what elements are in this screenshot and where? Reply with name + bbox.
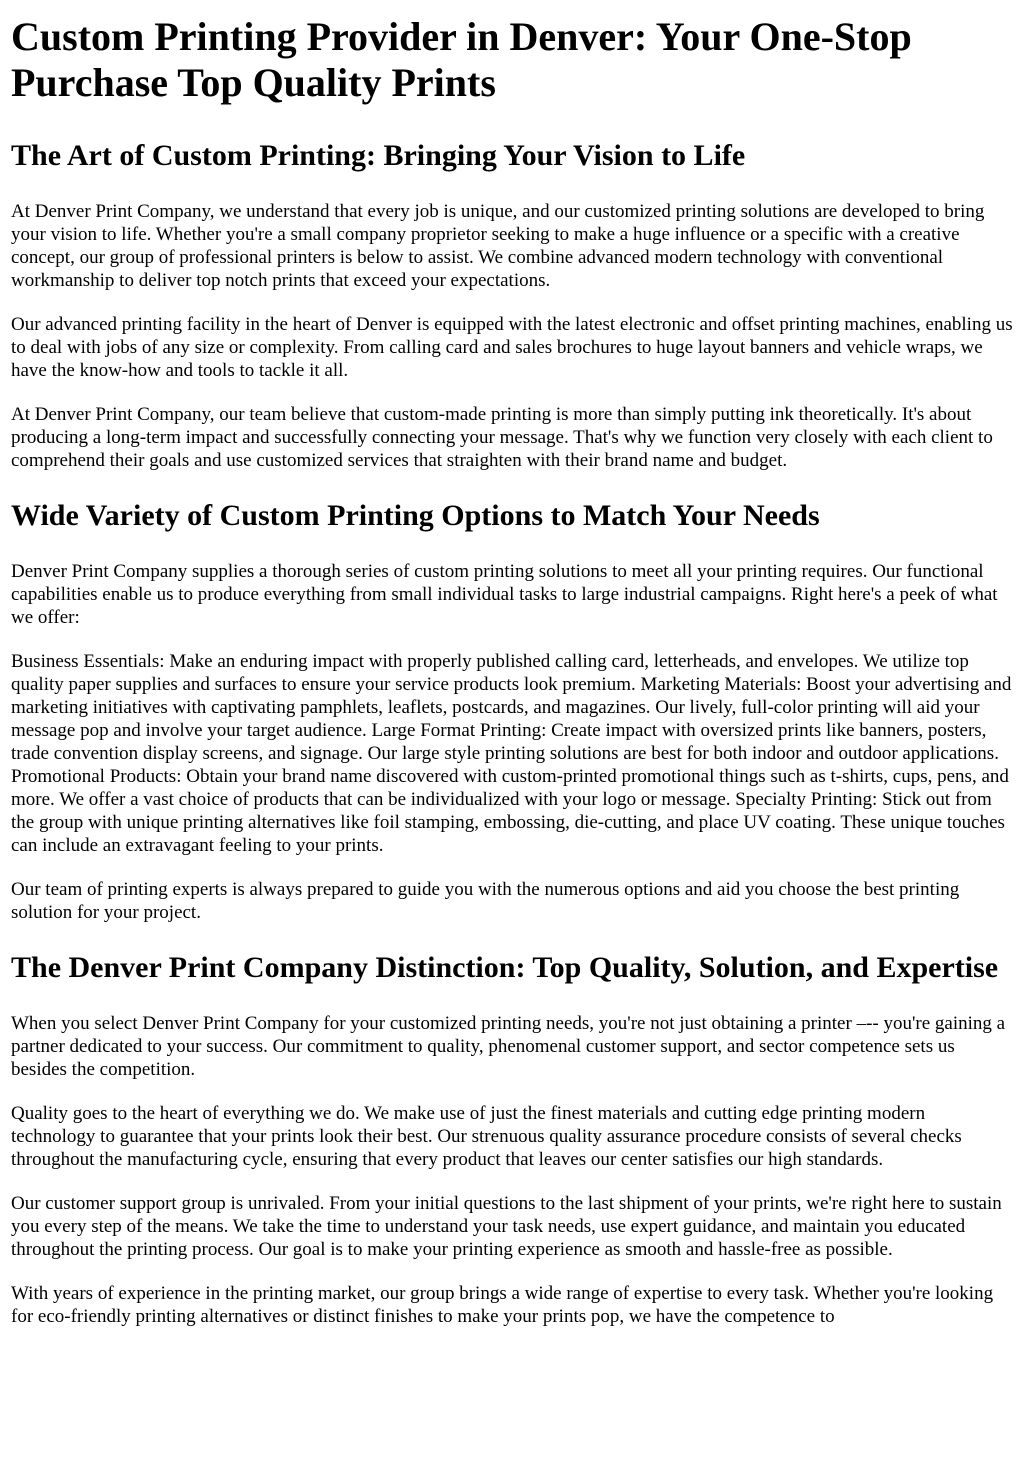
paragraph: With years of experience in the printing market, our group brings a wide range of expertise to every task. Whether you're looking for eco-friendly printing alternatives or distinct finishes to make your prints pop, we have the competence to [11, 1283, 994, 1327]
paragraph: At Denver Print Company, our team believe that custom-made printing is more than simply putting ink theoretically. It's about producing a long-term impact and successfully connecting your message. That's why we function very closely with each client to comprehend their goals and use customized services that straighten with their brand name and budget. [11, 404, 993, 471]
paragraph: Our advanced printing facility in the heart of Denver is equipped with the latest electronic and offset printing machines, enabling us to deal with jobs of any size or complexity. From calling card and sales brochures to huge layout banners and vehicle wraps, we have the know-how and tools to tackle it all. [11, 314, 1013, 381]
paragraph: Our team of printing experts is always prepared to guide you with the numerous options and aid you choose the best printing solution for your project. [11, 879, 960, 923]
paragraph: Our customer support group is unrivaled. From your initial questions to the last shipment of your prints, we're right here to sustain you every step of the means. We take the time to understand your task needs, use expert guidance, and maintain you educated throughout the printing process. Our goal is to make your printing experience as smooth and hassle-free as possible. [11, 1193, 1002, 1260]
paragraph: Business Essentials: Make an enduring impact with properly published calling card, letterheads, and envelopes. We utilize top quality paper supplies and surfaces to ensure your service products look premium. Marketing Materials: Boost your advertising and marketing initiatives with captivating pamphlets, leaflets, postcards, and magazines. Our lively, full-color printing will aid your message pop and involve your target audience. Large Format Printing: Create impact with oversized prints like banners, posters, trade convention display screens, and signage. Our large style printing solutions are best for both indoor and outdoor applications. Promotional Products: Obtain your brand name discovered with custom-printed promotional things such as t-shirts, cups, pens, and more. We offer a vast choice of products that can be individualized with your logo or message. Specialty Printing: Stick out from the group with unique printing alternatives like foil stamping, embossing, die-cutting, and place UV coating. These unique touches can include an extravagant feeling to your prints. [11, 651, 1012, 856]
section-heading-printing-options: Wide Variety of Custom Printing Options to Match Your Needs [11, 499, 820, 532]
paragraph: At Denver Print Company, we understand that every job is unique, and our customized printing solutions are developed to bring your vision to life. Whether you're a small company proprietor seeking to make a huge influence or a specific with a creative concept, our group of professional printers is below to assist. We combine advanced modern technology with conventional workmanship to deliver top notch prints that exceed your expectations. [11, 201, 985, 291]
paragraph: Denver Print Company supplies a thorough series of custom printing solutions to meet all your printing requires. Our functional capabilities enable us to produce everything from small individual tasks to large industrial campaigns. Right here's a peek of what we offer: [11, 561, 998, 628]
section-heading-company-distinction: The Denver Print Company Distinction: Top Quality, Solution, and Expertise [11, 951, 999, 984]
paragraph: When you select Denver Print Company for your customized printing needs, you're not just obtaining a printer –-- you're gaining a partner dedicated to your success. Our commitment to quality, phenomenal customer support, and sector competence sets us besides the competition. [11, 1013, 1006, 1080]
section-heading-art-of-custom-printing: The Art of Custom Printing: Bringing Your Vision to Life [11, 139, 746, 172]
page-title: Custom Printing Provider in Denver: Your One-Stop Purchase Top Quality Prints [11, 14, 912, 105]
article [0, 14, 1024, 1328]
paragraph: Quality goes to the heart of everything we do. We make use of just the finest materials and cutting edge printing modern technology to guarantee that your prints look their best. Our strenuous quality assurance procedure consists of several checks throughout the manufacturing cycle, ensuring that every product that leaves our center satisfies our high standards. [11, 1103, 962, 1170]
